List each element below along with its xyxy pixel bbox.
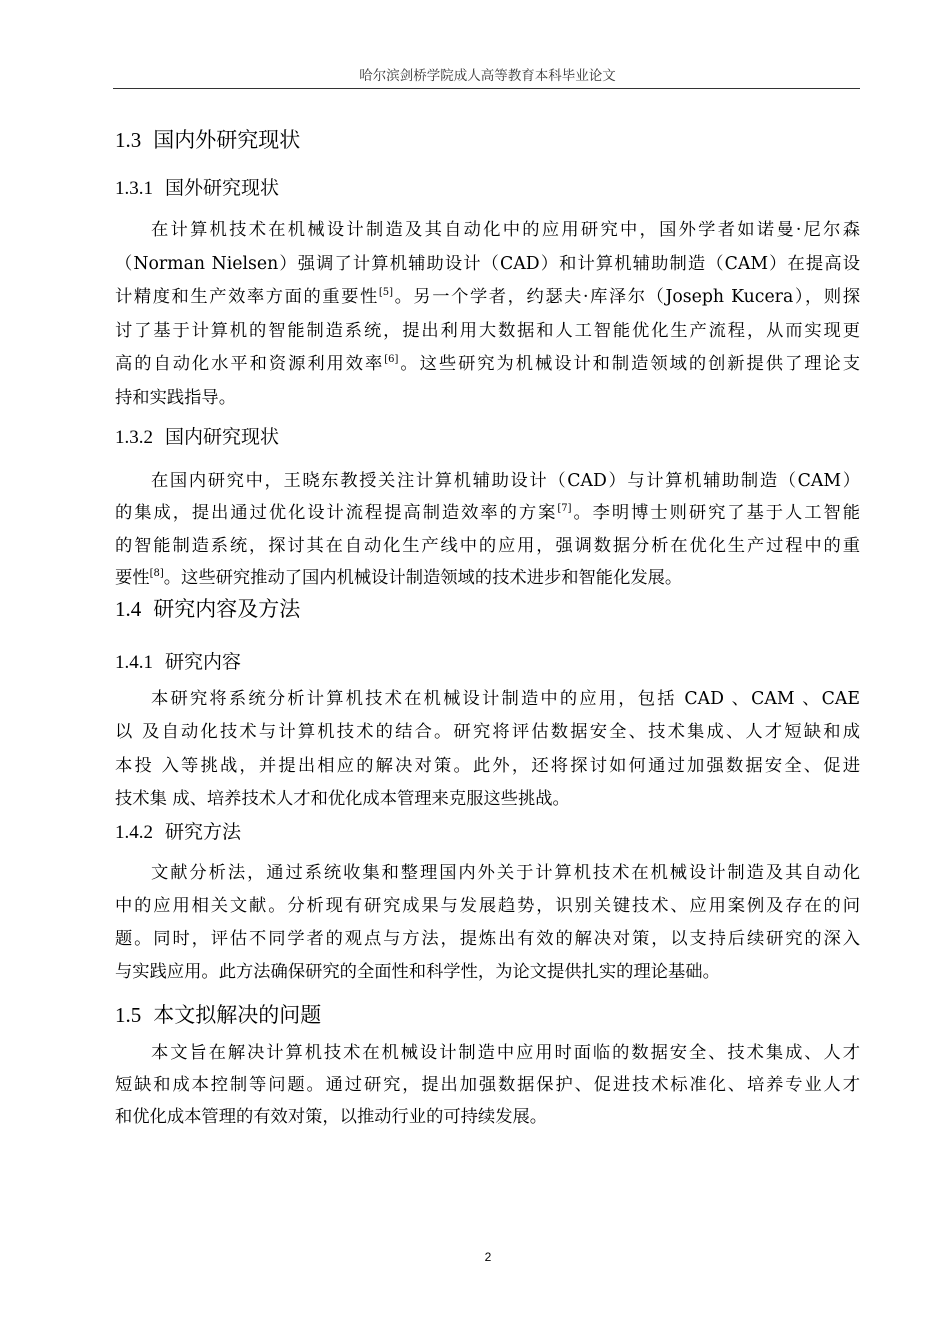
citation-marker: [5] (378, 287, 393, 299)
heading-number: 1.5 (115, 1003, 142, 1027)
text-line: 高的自动化水平和资源利用效率[6]。这些研究为机械设计和制造领域的创新提供了理论支 (115, 354, 860, 375)
text-line: 在计算机技术在机械设计制造及其自动化中的应用研究中，国外学者如诺曼·尼尔森 (151, 220, 860, 240)
heading-1-3-2 (115, 422, 279, 452)
text-line: 讨了基于计算机的智能制造系统，提出利用大数据和人工智能优化生产流程，从而实现更 (115, 320, 860, 341)
text-line: 持和实践指导。 (115, 387, 236, 408)
heading-number: 1.4.2 (115, 822, 153, 843)
text-line: 的集成，提出通过优化设计流程提高制造效率的方案[7]。李明博士则研究了基于人工智能 (115, 503, 860, 524)
heading-number: 1.4.1 (115, 652, 153, 673)
running-header: 哈尔滨剑桥学院成人高等教育本科毕业论文 (359, 68, 616, 84)
text-line: 题。同时，评估不同学者的观点与方法，提炼出有效的解决对策，以支持后续研究的深入 (115, 929, 860, 949)
header-rule (113, 88, 860, 89)
text-line: 本投 入等挑战，并提出相应的解决对策。此外，还将探讨如何通过加强数据安全、促进 (115, 755, 860, 776)
heading-number: 1.3.2 (115, 427, 153, 448)
text-line: 以 及自动化技术与计算机技术的结合。研究将评估数据安全、技术集成、人才短缺和成 (115, 722, 860, 743)
heading-1-4-1 (115, 647, 241, 677)
heading-title: 国内外研究现状 (153, 128, 301, 152)
heading-1-3 (115, 125, 300, 155)
text-line: 的智能制造系统，探讨其在自动化生产线中的应用，强调数据分析在优化生产过程中的重 (115, 535, 860, 556)
text-line: 计精度和生产效率方面的重要性[5]。另一个学者，约瑟夫·库泽尔（Joseph Kucera），则探 (115, 287, 860, 308)
heading-title: 研究内容 (165, 651, 242, 673)
citation-marker: [7] (557, 503, 572, 515)
heading-title: 本文拟解决的问题 (153, 1003, 322, 1027)
heading-1-3-1 (115, 173, 279, 203)
text-line: 在国内研究中，王晓东教授关注计算机辅助设计（CAD）与计算机辅助制造（CAM） (151, 471, 860, 491)
text-line: （Norman Nielsen）强调了计算机辅助设计（CAD）和计算机辅助制造（CAM）在提高设 (115, 253, 860, 274)
heading-title: 研究方法 (165, 821, 242, 843)
citation-marker: [6] (384, 354, 399, 366)
heading-1-4-2 (115, 817, 241, 847)
heading-title: 研究内容及方法 (153, 597, 301, 621)
text-line: 与实践应用。此方法确保研究的全面性和科学性，为论文提供扎实的理论基础。 (115, 962, 720, 982)
citation-marker: [8] (149, 567, 164, 579)
heading-number: 1.4 (115, 597, 142, 621)
page-number: 2 (484, 1250, 492, 1264)
text-line: 要性[8]。这些研究推动了国内机械设计制造领域的技术进步和智能化发展。 (115, 567, 683, 588)
heading-number: 1.3.1 (115, 178, 153, 199)
text-line: 文献分析法，通过系统收集和整理国内外关于计算机技术在机械设计制造及其自动化 (151, 863, 860, 883)
paragraph-research-method (115, 857, 860, 989)
paragraph-domestic-research (115, 465, 860, 594)
heading-number: 1.3 (115, 128, 142, 152)
paragraph-problems (115, 1037, 860, 1133)
heading-title: 国外研究现状 (165, 177, 280, 199)
text-line: 中的应用相关文献。分析现有研究成果与发展趋势，识别关键技术、应用案例及存在的问 (115, 896, 860, 916)
text-line: 本研究将系统分析计算机技术在机械设计制造中的应用，包括 CAD 、CAM 、CAE (151, 689, 860, 709)
heading-1-4 (115, 594, 300, 624)
paragraph-research-content (115, 683, 860, 816)
heading-1-5 (115, 1000, 321, 1030)
paragraph-foreign-research (115, 214, 860, 416)
text-line: 短缺和成本控制等问题。通过研究，提出加强数据保护、促进技术标准化、培养专业人才 (115, 1075, 860, 1095)
text-line: 技术集 成、培养技术人才和优化成本管理来克服这些挑战。 (115, 788, 570, 809)
text-line: 和优化成本管理的有效对策，以推动行业的可持续发展。 (115, 1107, 548, 1127)
heading-title: 国内研究现状 (165, 426, 280, 448)
text-line: 本文旨在解决计算机技术在机械设计制造中应用时面临的数据安全、技术集成、人才 (151, 1043, 860, 1063)
